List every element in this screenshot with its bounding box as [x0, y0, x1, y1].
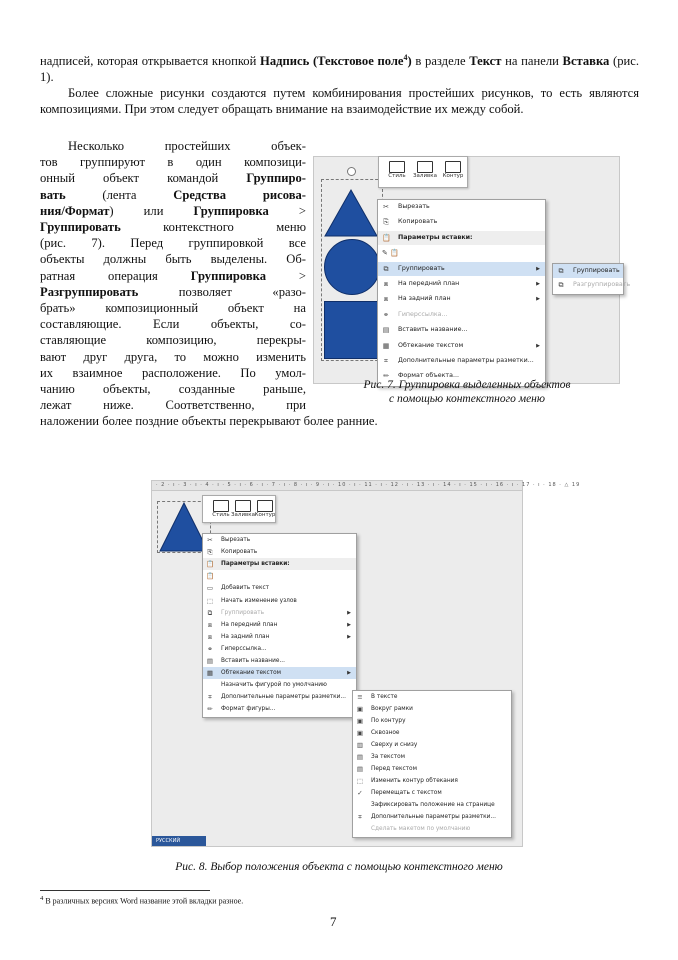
menu-item: [203, 607, 356, 619]
menu-item-label: Дополнительные параметры разметки...: [371, 814, 496, 820]
text-line: Несколько простейших объек-: [68, 139, 306, 153]
menu-item-label: Обтекание текстом: [398, 341, 464, 349]
figure-8: [151, 480, 581, 847]
ribbon-button-1[interactable]: [411, 161, 439, 179]
menu-item-label: Формат фигуры...: [221, 706, 276, 713]
ribbon-button-label: Контур: [442, 173, 464, 179]
text-line: ставляющие композицию, перекры-: [40, 333, 306, 348]
menu-item-label: Перемещать с текстом: [371, 790, 442, 796]
menu-item-label: Изменить контур обтекания: [371, 778, 458, 784]
menu-item-label: Группировать: [573, 267, 620, 274]
layout-options-icon: ⌗: [384, 357, 388, 365]
text-line: Разгруппировать позволяет «разо-: [40, 284, 306, 299]
copy-icon: ⎘: [383, 218, 389, 227]
menu-item-label: Вырезать: [398, 203, 430, 210]
menu-item[interactable]: [203, 643, 356, 655]
caption-line: Рис. 7. Группировка выделенных объектов: [363, 379, 571, 391]
front-text-icon: ▤: [356, 765, 364, 773]
paste-options-icon: 📋: [206, 572, 215, 581]
text-line: вать (лента Средства рисова-: [40, 187, 306, 202]
chevron-right-icon: ▶: [536, 296, 540, 303]
menu-item[interactable]: [378, 262, 545, 276]
bold-run: ): [407, 54, 412, 69]
page-number: 7: [330, 914, 337, 929]
menu-item[interactable]: [553, 264, 623, 278]
text-line: (рис. 7). Перед группировкой все: [40, 236, 306, 251]
rotate-handle[interactable]: [347, 167, 356, 176]
outline-icon: [445, 161, 461, 173]
ribbon-button-label: Стиль: [212, 512, 230, 518]
outline-icon: [257, 500, 273, 512]
paste-options-icon: ✎ 📋: [382, 249, 399, 258]
menu-item-label: Вставить название...: [221, 658, 285, 664]
menu-item-label: По контуру: [371, 718, 406, 724]
style-icon: [389, 161, 405, 173]
menu-item[interactable]: [203, 582, 356, 594]
chevron-right-icon: ▶: [536, 281, 540, 287]
bring-forward-icon: ⧈: [383, 280, 389, 288]
wrap-submenu: [352, 690, 512, 838]
edit-points-icon: ⬚: [206, 596, 214, 605]
menu-item[interactable]: [353, 811, 511, 823]
wrap-text-icon: ▦: [382, 341, 390, 350]
menu-item[interactable]: [353, 787, 511, 799]
text-line: онный объект командой Группиро-: [40, 171, 306, 186]
caption-icon: ▤: [382, 326, 390, 335]
text-line: чанию объекты, созданные раньше,: [40, 382, 306, 397]
menu-item-label: На задний план: [221, 633, 270, 640]
menu-item-label: Вставить название...: [398, 326, 468, 334]
fill-icon: [235, 500, 251, 512]
menu-item-label: Вырезать: [221, 537, 251, 543]
tight-wrap-icon: ▣: [356, 717, 364, 725]
menu-item: [553, 278, 631, 292]
copy-icon: ⎘: [207, 548, 213, 557]
menu-item-label: Обтекание текстом: [221, 670, 282, 677]
bring-forward-icon: ⧈: [207, 620, 213, 629]
menu-item[interactable]: [203, 631, 356, 643]
menu-item-label: Сверху и снизу: [371, 742, 418, 748]
hyperlink-icon: ⚭: [383, 310, 389, 319]
ungroup-icon: ⧉: [558, 281, 564, 289]
behind-text-icon: ▤: [356, 753, 364, 761]
mini-toolbar: [202, 495, 276, 523]
menu-item[interactable]: [353, 703, 511, 715]
menu-item[interactable]: [378, 200, 545, 214]
menu-item-label: Добавить текст: [221, 585, 270, 592]
menu-item[interactable]: [378, 292, 545, 306]
text-line: лежат ниже. Соответственно, при: [40, 398, 306, 413]
footnote-text: В различных версиях Word название этой вкладки разное.: [43, 896, 244, 906]
footnote: [40, 895, 243, 906]
menu-item[interactable]: [378, 215, 545, 229]
footnote-rule: [40, 890, 210, 891]
status-bar: [152, 836, 206, 846]
paragraph-1: [40, 50, 639, 86]
menu-item-label: Назначить фигурой по умолчанию: [221, 682, 327, 689]
group-icon: ⧉: [558, 267, 564, 275]
language-status: РУССКИЙ: [156, 838, 181, 844]
hyperlink-icon: ⚭: [207, 644, 213, 653]
bold-run: Вставка: [562, 54, 610, 69]
figure-8-caption: Рис. 8. Выбор положения объекта с помощью контекстного меню: [175, 861, 503, 873]
ruler: · 2 · ı · 3 · ı · 4 · ı · 5 · ı · 6 · ı · 7 · ı · 8 · ı · 9 · ı · 10 · ı · 11 · ı · 12 · ı · 13 · ı · 14 · ı · 15 · ı · 16 · ı · 17 · ı · 18 · △ 19: [152, 481, 522, 491]
layout-options-icon: ⌗: [358, 813, 362, 821]
chevron-right-icon: ▶: [536, 265, 540, 272]
chevron-right-icon: ▶: [536, 342, 540, 349]
text-run: надписей, которая открывается кнопкой: [40, 54, 261, 69]
menu-item-label: Сделать макетом по умолчанию: [371, 826, 471, 832]
text-line: Группировать контекстного меню: [40, 220, 306, 235]
menu-item-label: Гиперссылка...: [398, 310, 448, 318]
caption-icon: ▤: [206, 657, 214, 665]
format-shape-icon: ✏: [207, 705, 213, 714]
menu-item-label: За текстом: [371, 754, 406, 760]
menu-item-label: Параметры вставки:: [398, 233, 473, 241]
menu-item[interactable]: [353, 751, 511, 763]
menu-item-label: Дополнительные параметры разметки...: [221, 694, 346, 701]
menu-item: [378, 231, 545, 245]
menu-item-label: Формат объекта...: [398, 372, 459, 380]
fill-icon: [417, 161, 433, 173]
menu-item-label: Копировать: [398, 218, 438, 226]
context-menu: [377, 199, 546, 387]
selection-box: [321, 179, 383, 361]
paragraph-2: Более сложные рисунки создаются путем комбинирования простейших рисунков, то есть являются композициями. При этом следует обращать внимание на взаимодействие их между собой.: [40, 86, 639, 117]
send-backward-icon: ⧈: [383, 295, 389, 304]
menu-item[interactable]: [203, 703, 356, 715]
menu-item[interactable]: [378, 323, 545, 337]
menu-item-label: На передний план: [221, 621, 278, 628]
chevron-right-icon: ▶: [347, 670, 351, 677]
chevron-right-icon: ▶: [347, 633, 351, 640]
figure-7: [313, 156, 631, 384]
figure-7-caption: [322, 378, 612, 406]
menu-item[interactable]: [353, 715, 511, 727]
menu-item[interactable]: [203, 667, 356, 679]
paste-icon: 📋: [382, 233, 391, 242]
menu-item[interactable]: [353, 691, 511, 703]
layout-options-icon: ⌗: [208, 693, 212, 702]
caption-line: с помощью контекстного меню: [388, 393, 545, 405]
check-icon: ✓: [357, 789, 363, 797]
text-line: их взаимное расположение. По умол-: [40, 365, 306, 380]
context-menu: [202, 533, 357, 718]
menu-item[interactable]: [203, 570, 356, 582]
text-line: брать» композиционный объект на: [40, 301, 306, 316]
menu-item[interactable]: [203, 534, 356, 546]
text-run: на панели: [501, 54, 563, 69]
footnote-mark: 4: [40, 895, 44, 902]
ribbon-button-label: Стиль: [388, 173, 406, 179]
text-line: ратная операция Группировка >: [40, 268, 306, 283]
text-line: вают друг друга, то можно изменить: [40, 349, 306, 364]
edit-wrap-points-icon: ⬚: [356, 777, 364, 785]
menu-item-label: Разгруппировать: [573, 281, 631, 288]
menu-item[interactable]: [378, 246, 545, 260]
text-line: объекты должны быть выделены. Об-: [40, 252, 306, 267]
style-icon: [213, 500, 229, 512]
ribbon-button-2[interactable]: [439, 161, 467, 179]
menu-item-label: Параметры вставки:: [221, 561, 290, 568]
square-wrap-icon: ▣: [356, 705, 364, 713]
menu-item[interactable]: [203, 595, 356, 607]
text-line: тов группируют в один композици-: [40, 155, 306, 170]
menu-item: [353, 823, 511, 835]
scissors-icon: ✂: [207, 536, 213, 544]
menu-item[interactable]: [203, 619, 356, 631]
ribbon-button-2[interactable]: [251, 500, 279, 518]
menu-item-label: Начать изменение узлов: [221, 597, 297, 604]
text-run: (рис. 1).: [40, 54, 639, 85]
menu-item[interactable]: [203, 679, 356, 691]
menu-item[interactable]: [378, 354, 545, 368]
ribbon-button-0[interactable]: [383, 161, 411, 179]
menu-item-label: На задний план: [398, 295, 451, 303]
menu-item-label: Дополнительные параметры разметки...: [398, 357, 534, 364]
add-text-icon: ▭: [206, 584, 214, 593]
menu-item[interactable]: [203, 546, 356, 558]
footnote-ref: 4: [403, 53, 408, 62]
wrap-text-icon: ▦: [206, 669, 214, 678]
menu-item-label: Перед текстом: [371, 766, 417, 772]
mini-toolbar: [378, 156, 468, 188]
menu-item[interactable]: [353, 775, 511, 787]
paragraph-3: [40, 138, 306, 413]
paste-icon: 📋: [206, 560, 215, 569]
menu-item[interactable]: [378, 277, 545, 291]
ribbon-button-label: Контур: [254, 512, 276, 518]
menu-item-label: Группировать: [398, 264, 445, 272]
chevron-right-icon: ▶: [347, 621, 351, 628]
chevron-right-icon: ▶: [347, 609, 351, 616]
text-run: в разделе: [411, 54, 470, 69]
menu-item[interactable]: [203, 655, 356, 667]
menu-item-label: Копировать: [221, 549, 258, 556]
group-icon: ⧉: [383, 264, 389, 273]
menu-item-label: В тексте: [371, 694, 398, 700]
menu-item-label: Вокруг рамки: [371, 706, 413, 712]
scissors-icon: ✂: [383, 203, 389, 211]
menu-item[interactable]: [353, 763, 511, 775]
menu-item[interactable]: [203, 691, 356, 703]
menu-item: [378, 308, 545, 322]
top-bottom-icon: ▥: [356, 741, 364, 749]
menu-item[interactable]: [353, 739, 511, 751]
menu-item-label: Сквозное: [371, 730, 400, 736]
group-icon: ⧉: [207, 608, 213, 617]
menu-item[interactable]: [353, 727, 511, 739]
menu-item[interactable]: [378, 339, 545, 353]
ribbon-button-label: Заливка: [231, 512, 255, 518]
menu-item: [203, 558, 356, 570]
format-object-icon: ✏: [383, 372, 389, 381]
menu-item-label: Зафиксировать положение на странице: [371, 802, 495, 808]
bold-run: Надпись (Текстовое поле: [260, 54, 404, 69]
through-wrap-icon: ▣: [356, 729, 364, 737]
menu-item[interactable]: [353, 799, 511, 811]
text-line: ния/Формат) или Группировка >: [40, 203, 306, 218]
send-backward-icon: ⧈: [207, 632, 213, 641]
text-line: составляющие. Если объекты, со-: [40, 317, 306, 332]
menu-item-label: Гиперссылка...: [221, 645, 267, 652]
bold-run: Текст: [469, 54, 502, 69]
inline-icon: ≡: [357, 693, 363, 701]
menu-item-label: На передний план: [398, 280, 460, 287]
paragraph-3-end: наложении более поздние объекты перекрывают более ранние.: [40, 414, 378, 428]
ribbon-button-label: Заливка: [413, 173, 437, 179]
menu-item-label: Группировать: [221, 609, 264, 616]
group-submenu: [552, 263, 631, 295]
